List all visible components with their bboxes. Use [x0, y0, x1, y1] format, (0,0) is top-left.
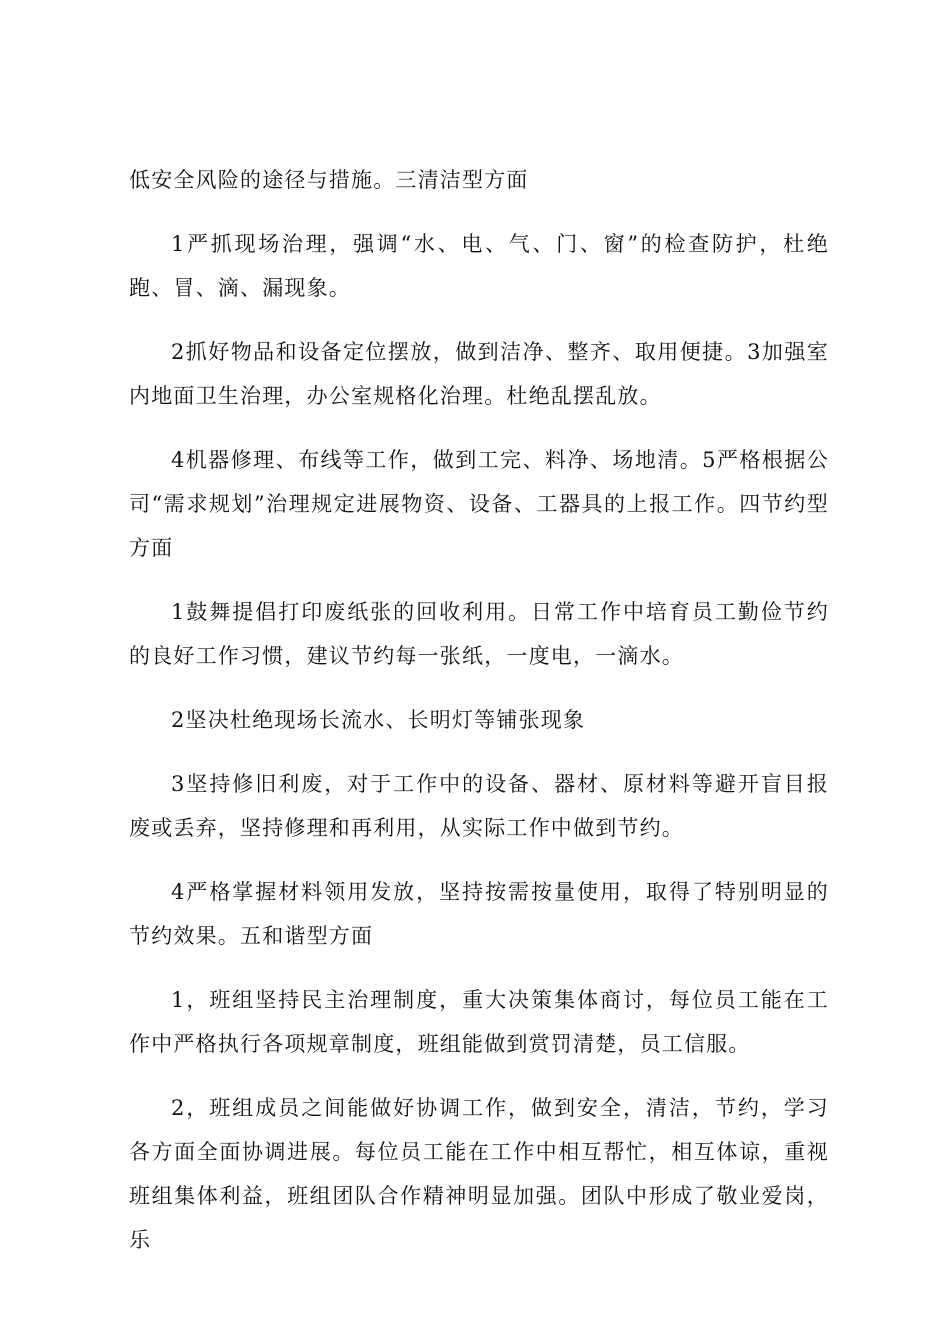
paragraph-4: 4机器修理、布线等工作，做到工完、料净、场地清。5严格根据公司“需求规划”治理规定进展物资、设备、工器具的上报工作。四节约型方面 [129, 448, 829, 560]
paragraph-7: 3坚持修旧利废，对于工作中的设备、器材、原材料等避开盲目报废或丢弃，坚持修理和再利用，从实际工作中做到节约。 [129, 772, 829, 840]
paragraph-5: 1鼓舞提倡打印废纸张的回收利用。日常工作中培育员工勤俭节约的良好工作习惯，建议节约每一张纸，一度电，一滴水。 [129, 600, 829, 668]
paragraph-8: 4严格掌握材料领用发放，坚持按需按量使用，取得了特别明显的节约效果。五和谐型方面 [129, 880, 829, 948]
paragraph-6: 2坚决杜绝现场长流水、长明灯等铺张现象 [171, 708, 586, 732]
document-body [129, 158, 829, 1282]
paragraph-3: 2抓好物品和设备定位摆放，做到洁净、整齐、取用便捷。3加强室内地面卫生治理，办公室规格化治理。杜绝乱摆乱放。 [129, 340, 829, 408]
paragraph-10: 2，班组成员之间能做好协调工作，做到安全，清洁，节约，学习各方面全面协调进展。每位员工能在工作中相互帮忙，相互体谅，重视班组集体利益，班组团队合作精神明显加强。团队中形成了敬业爱岗，乐 [129, 1096, 829, 1252]
paragraph-2: 1严抓现场治理，强调“水、电、气、门、窗”的检查防护，杜绝跑、冒、滴、漏现象。 [129, 232, 829, 300]
paragraph-1: 低安全风险的途径与措施。三清洁型方面 [129, 168, 529, 192]
paragraph-9: 1，班组坚持民主治理制度，重大决策集体商讨，每位员工能在工作中严格执行各项规章制度，班组能做到赏罚清楚，员工信服。 [129, 988, 829, 1056]
